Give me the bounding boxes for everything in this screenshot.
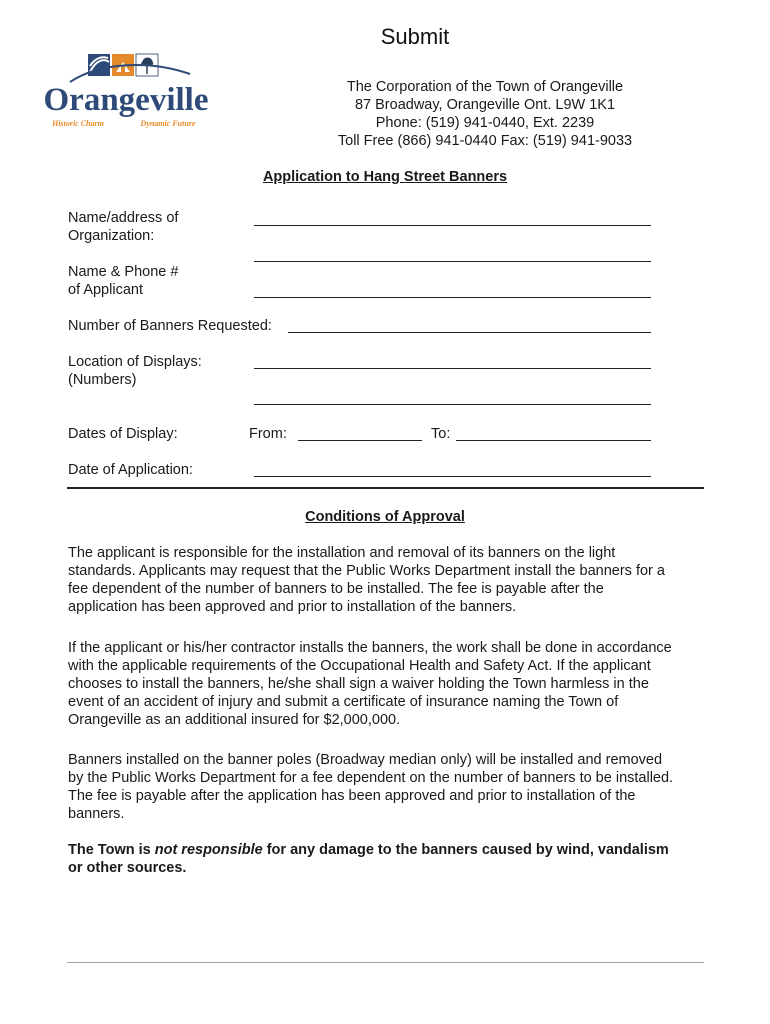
- organization-address: [300, 78, 670, 150]
- from-date-field[interactable]: [298, 440, 422, 441]
- location-label-line: Location of Displays:: [68, 354, 202, 370]
- section-divider: [67, 487, 704, 489]
- liability-text: The Town is: [68, 842, 155, 858]
- paragraph-line: Orangeville as an additional insured for $2,000,000.: [68, 712, 401, 728]
- conditions-paragraph-1: [68, 544, 708, 616]
- org-line-1[interactable]: [254, 225, 651, 226]
- applicant-label: [68, 263, 178, 299]
- applicant-field[interactable]: [254, 297, 651, 298]
- paragraph-line: with the applicable requirements of the Occupational Health and Safety Act. If the applicant: [68, 658, 651, 674]
- liability-line: [68, 841, 708, 859]
- location-line-2[interactable]: [254, 404, 651, 405]
- org-line-2[interactable]: [254, 261, 651, 262]
- liability-notice: [68, 841, 708, 877]
- paragraph-line: The applicant is responsible for the installation and removal of its banners on the light: [68, 545, 616, 561]
- address-line: 87 Broadway, Orangeville Ont. L9W 1K1: [354, 97, 616, 113]
- conditions-paragraph-2: [68, 639, 708, 729]
- orangeville-logo: [40, 52, 212, 132]
- liability-text: for any damage to the banners caused by wind, vandalism: [262, 842, 669, 858]
- conditions-title: Conditions of Approval: [305, 509, 465, 525]
- paragraph-line: banners.: [68, 806, 125, 822]
- to-label: To:: [431, 426, 451, 442]
- app-date-field[interactable]: [254, 476, 651, 477]
- location-label: [68, 353, 202, 389]
- paragraph-line: chooses to install the banners, he/she shall sign a waiver holding the Town harmless in the: [68, 676, 649, 692]
- paragraph-line: application has been approved and prior to installation of the banners.: [68, 599, 517, 615]
- logo-tagline-left: Historic Charm: [52, 119, 104, 128]
- address-line: Phone: (519) 941-0440, Ext. 2239: [375, 115, 595, 131]
- from-label: From:: [249, 426, 287, 442]
- app-date-label: Date of Application:: [68, 462, 193, 478]
- to-date-field[interactable]: [456, 440, 651, 441]
- org-label-line: Name/address of: [68, 210, 179, 226]
- liability-emphasis: not responsible: [154, 842, 263, 858]
- location-line-1[interactable]: [254, 368, 651, 369]
- location-label-line: (Numbers): [68, 372, 137, 388]
- paragraph-line: by the Public Works Department for a fee dependent on the number of banners to be installed.: [68, 770, 674, 786]
- logo-wordmark: Orangeville: [43, 82, 209, 118]
- conditions-paragraph-3: [68, 751, 708, 823]
- banners-label: Number of Banners Requested:: [68, 318, 272, 334]
- address-line: The Corporation of the Town of Orangeville: [346, 79, 624, 95]
- banners-field[interactable]: [288, 332, 651, 333]
- footer-divider: [67, 962, 704, 963]
- org-label: [68, 209, 178, 245]
- applicant-label-line: Name & Phone #: [68, 264, 179, 280]
- liability-line: or other sources.: [68, 860, 187, 876]
- address-line: Toll Free (866) 941-0440 Fax: (519) 941-9033: [337, 133, 633, 149]
- paragraph-line: standards. Applicants may request that the Public Works Department install the banners for a: [68, 563, 665, 579]
- paragraph-line: If the applicant or his/her contractor installs the banners, the work shall be done in accordance: [68, 640, 672, 656]
- org-label-line: Organization:: [68, 228, 155, 244]
- paragraph-line: The fee is payable after the application has been approved and prior to installation of the: [68, 788, 636, 804]
- submit-button[interactable]: Submit: [380, 24, 450, 49]
- dates-label: Dates of Display:: [68, 426, 178, 442]
- paragraph-line: Banners installed on the banner poles (Broadway median only) will be installed and removed: [68, 752, 663, 768]
- form-title: Application to Hang Street Banners: [262, 169, 508, 185]
- paragraph-line: event of an accident of injury and submit a certificate of insurance naming the Town of: [68, 694, 619, 710]
- applicant-label-line: of Applicant: [68, 282, 143, 298]
- logo-tagline-right: Dynamic Future: [140, 119, 196, 128]
- paragraph-line: fee dependent of the number of banners to be installed. The fee is payable after the: [68, 581, 604, 597]
